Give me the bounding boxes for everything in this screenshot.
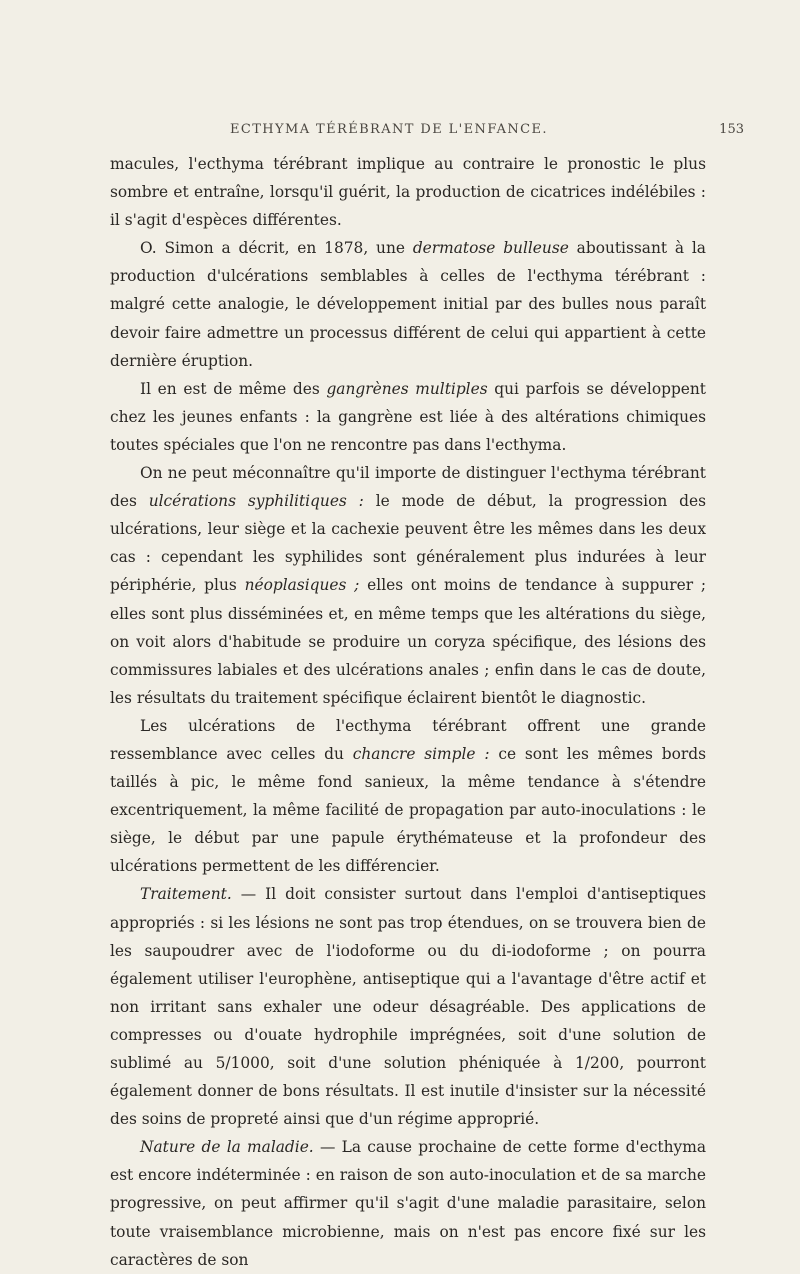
- paragraph-dermatose-bulleuse: O. Simon a décrit, en 1878, une dermatose bulleuse aboutissant à la production d'ulcérations semblables à celles de l'ecthyma térébrant : malgré cette analogie, le développement initial par des bulles nous paraît devoir faire admettre un processus différent de celui qui appartient à cette dernière éruption.: [110, 239, 706, 370]
- body-text: [110, 150, 706, 1274]
- italic-term: chancre simple :: [352, 744, 490, 763]
- running-head: ECTHYMA TÉRÉBRANT DE L'ENFANCE.: [230, 122, 548, 137]
- paragraph-syphilitiques: On ne peut méconnaître qu'il importe de distinguer l'ecthyma térébrant des ulcérations syphilitiques : le mode de début, la progression des ulcérations, leur siège et la cachexie peuvent être les mêmes dans les deux cas : cependant les syphilides sont généralement plus indurées à leur périphérie, plus néoplasiques ; elles ont moins de tendance à suppurer ; elles sont plus disséminées et, en même temps que les altérations du siège, on voit alors d'habitude se produire un coryza spécifique, des lésions des commissures labiales et des ulcérations anales ; enfin dans le cas de doute, les résultats du traitement spécifique éclairent bientôt le diagnostic.: [110, 464, 707, 707]
- section-heading: Nature de la maladie.: [140, 1138, 314, 1157]
- section-heading: Traitement.: [140, 885, 232, 904]
- paragraph-chancre: Les ulcérations de l'ecthyma térébrant offrent une grande ressemblance avec celles du chancre simple : ce sont les mêmes bords taillés à pic, le même fond sanieux, la même tendance à s'étendre excentriquement, la même facilité de propagation par auto-inoculations : le siège, le début par une papule érythémateuse et la profondeur des ulcérations permettent de les différencier.: [110, 716, 706, 876]
- italic-term: dermatose bulleuse: [412, 239, 569, 258]
- italic-term: ulcérations syphilitiques :: [148, 492, 364, 511]
- paragraph-gangrenes: Il en est de même des gangrènes multiples qui parfois se développent chez les jeunes enfants : la gangrène est liée à des altérations chimiques toutes spéciales que l'on ne rencontre pas dans l'ecthyma.: [110, 379, 706, 454]
- italic-term: gangrènes multiples: [326, 379, 488, 398]
- paragraph-traitement: Traitement. — Il doit consister surtout dans l'emploi d'antiseptiques appropriés : si les lésions ne sont pas trop étendues, on se trouvera bien de les saupoudrer avec de l'iodoforme ou du di-iodoforme ; on pourra également utiliser l'europhène, antiseptique qui a l'avantage d'être actif et non irritant sans exhaler une odeur désagréable. Des applications de compresses ou d'ouate hydrophile imprégnées, soit d'une solution de sublimé au 5/1000, soit d'une solution phéniquée à 1/200, pourront également donner de bons résultats. Il est inutile d'insister sur la nécessité des soins de propreté ainsi que d'un régime approprié.: [110, 885, 706, 1129]
- paragraph-nature: Nature de la maladie. — La cause prochaine de cette forme d'ecthyma est encore indéterminée : en raison de son auto-inoculation et de sa marche progressive, on peut affirmer qu'il s'agit d'une maladie parasitaire, selon toute vraisemblance microbienne, mais on n'est pas encore fixé sur les caractères de son: [110, 1138, 706, 1269]
- italic-term: néoplasiques ;: [244, 576, 360, 595]
- paragraph-continuation: macules, l'ecthyma térébrant implique au contraire le pronostic le plus sombre et entraîne, lorsqu'il guérit, la production de cicatrices indélébiles : il s'agit d'espèces différentes.: [110, 155, 706, 230]
- page-number: 153: [719, 122, 744, 137]
